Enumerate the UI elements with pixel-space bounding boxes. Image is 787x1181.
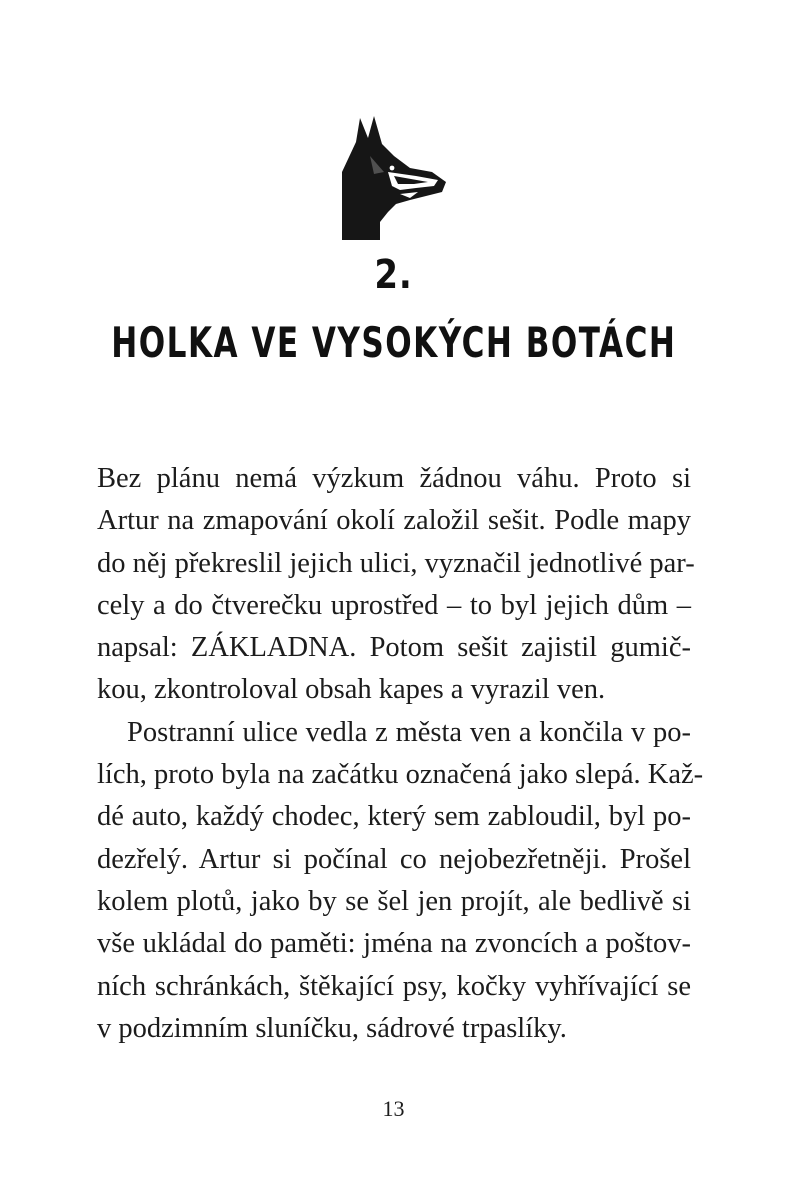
paragraph-1	[97, 458, 695, 712]
dog-head-icon	[330, 112, 448, 244]
paragraph-2	[97, 712, 704, 1050]
text-line: dé auto, každý chodec, který sem zabloudil, byl po-	[97, 801, 691, 833]
chapter-title-text: HOLKA VE VYSOKÝCH BOTÁCH	[110, 318, 677, 367]
text-line: Bez plánu nemá výzkum žádnou váhu. Proto si	[97, 463, 691, 494]
text-line: v podzimním sluníčku, sádrové trpaslíky.	[97, 1012, 567, 1044]
text-line: kolem plotů, jako by se šel jen projít, ale bedlivě si	[97, 885, 691, 917]
text-line: Artur na zmapování okolí založil sešit. Podle mapy	[97, 505, 691, 537]
text-line: dezřelý. Artur si počínal co nejobezřetněji. Prošel	[97, 843, 691, 875]
text-line: kou, zkontroloval obsah kapes a vyrazil ven.	[97, 674, 606, 706]
text-line: Postranní ulice vedla z města ven a končila v po-	[127, 716, 691, 748]
chapter-title	[0, 318, 787, 367]
text-line: vše ukládal do paměti: jména na zvoncích a poštov-	[97, 928, 691, 960]
text-line: do něj překreslil jejich ulici, vyznačil jednotlivé par-	[97, 547, 695, 579]
text-line: lích, proto byla na začátku označená jako slepá. Kaž-	[97, 759, 704, 791]
chapter-number: 2.	[374, 252, 413, 298]
page-number: 13	[382, 1096, 405, 1121]
text-line: cely a do čtverečku uprostřed – to byl jejich dům –	[97, 589, 691, 621]
text-line: ních schránkách, štěkající psy, kočky vyhřívající se	[97, 970, 691, 1002]
body-text	[97, 458, 704, 1050]
text-line: napsal: ZÁKLADNA. Potom sešit zajistil gumič-	[97, 632, 691, 664]
